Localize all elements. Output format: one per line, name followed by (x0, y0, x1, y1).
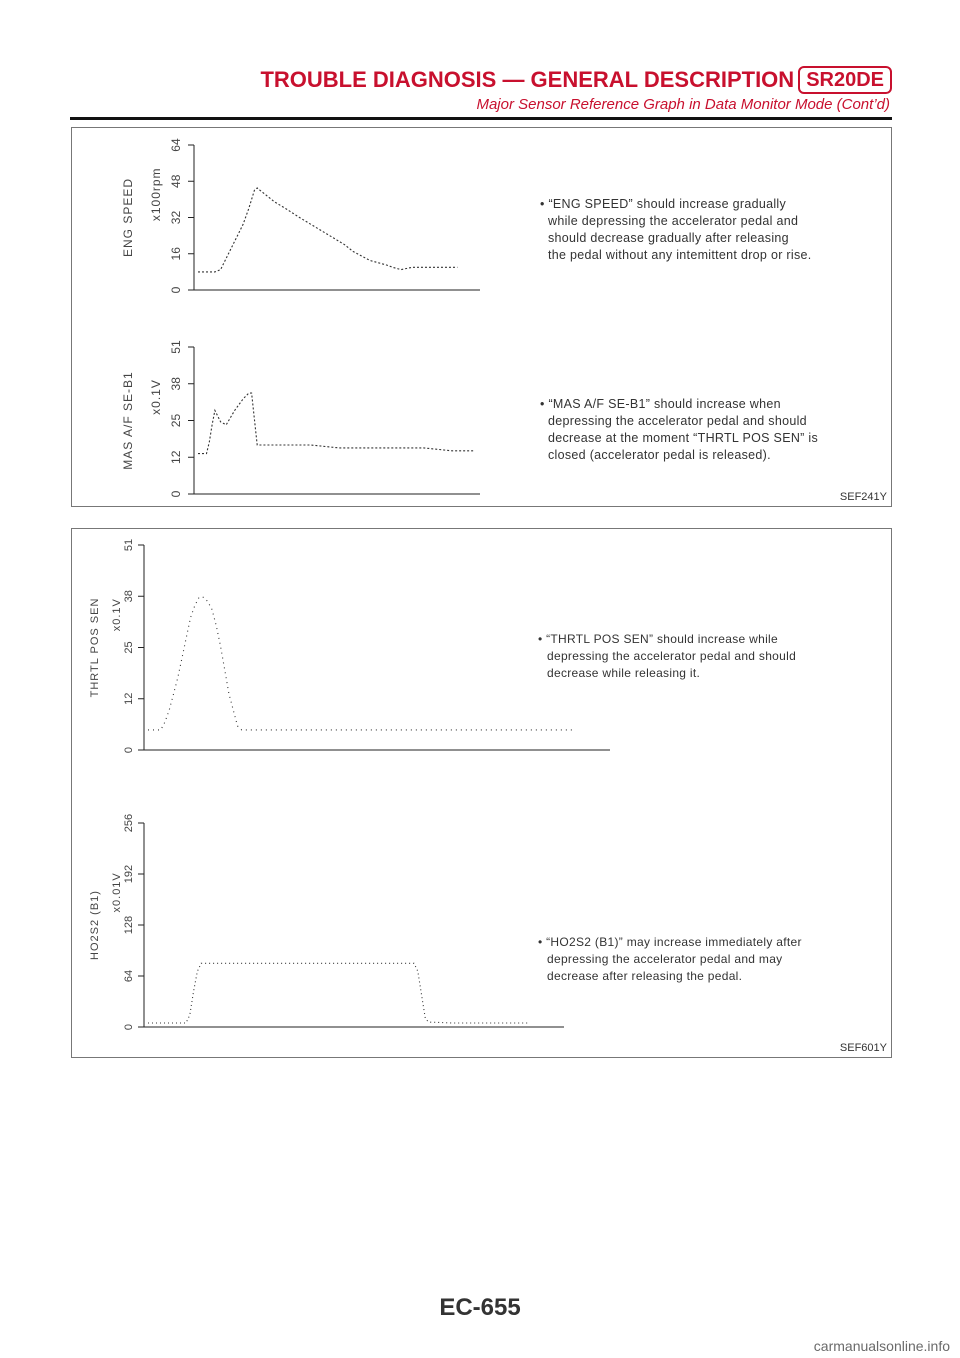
y-tick-label: 12 (169, 450, 183, 464)
figure-sef601y (71, 528, 892, 1058)
page-header-title (0, 66, 960, 94)
series-line (148, 597, 574, 730)
figure-sef241y (71, 127, 892, 507)
y-tick-label: 0 (169, 286, 183, 294)
y-axis-unit: x100rpm (149, 167, 163, 222)
y-axis-label: ENG SPEED (121, 177, 135, 258)
y-tick-label: 64 (169, 138, 183, 152)
engine-model-badge: SR20DE (798, 66, 892, 94)
page-number: EC-655 (439, 1294, 521, 1321)
y-tick-label: 0 (123, 746, 135, 754)
site-watermark: carmanualsonline.info (813, 1338, 950, 1354)
y-tick-label: 256 (123, 813, 135, 833)
y-tick-label: 128 (123, 915, 135, 935)
series-line (148, 963, 528, 1023)
y-tick-label: 25 (123, 641, 135, 654)
y-axis-unit: x0.1V (149, 379, 163, 415)
y-tick-label: 64 (123, 969, 135, 983)
y-tick-label: 192 (123, 864, 135, 884)
series-line (198, 188, 457, 272)
series-line (198, 393, 474, 454)
y-tick-label: 25 (169, 413, 183, 428)
y-axis-label: MAS A/F SE-B1 (121, 371, 135, 470)
y-tick-label: 51 (123, 538, 135, 552)
y-tick-label: 48 (169, 174, 183, 188)
eng-speed-description-line: the pedal without any intemittent drop or rise. (548, 248, 812, 262)
y-tick-label: 51 (169, 340, 183, 354)
page-header-subtitle: Major Sensor Reference Graph in Data Monitor Mode (Cont’d) (476, 96, 890, 113)
mas-af-description-line: decrease at the moment “THRTL POS SEN” is (548, 431, 819, 445)
eng-speed-description (540, 196, 812, 264)
ho2s2-description-line: decrease after releasing the pedal. (547, 969, 743, 983)
mas-af-description-line: • “MAS A/F SE-B1” should increase when (540, 397, 781, 411)
thrtl-pos-description (538, 631, 796, 682)
y-tick-label: 38 (123, 590, 135, 603)
figure-code: SEF601Y (839, 1042, 887, 1054)
y-axis-unit: x0.01V (111, 872, 123, 913)
mas-af-description (540, 396, 818, 464)
eng-speed-description-line: • “ENG SPEED” should increase gradually (540, 197, 787, 211)
ho2s2-description-line: depressing the accelerator pedal and may (547, 952, 783, 966)
ho2s2-description (538, 934, 802, 985)
y-axis-label: HO2S2 (B1) (89, 890, 101, 960)
eng-speed-description-line: while depressing the accelerator pedal and (548, 214, 799, 228)
ho2s2-description-line: • “HO2S2 (B1)” may increase immediately after (538, 935, 802, 949)
y-tick-label: 0 (169, 490, 183, 498)
eng-speed-description-line: should decrease gradually after releasing (548, 231, 789, 245)
figure-code: SEF241Y (839, 491, 887, 503)
thrtl-pos-description-line: • “THRTL POS SEN” should increase while (538, 632, 778, 646)
y-axis-label: THRTL POS SEN (89, 597, 101, 698)
header-title-text: TROUBLE DIAGNOSIS — GENERAL DESCRIPTION (260, 67, 795, 92)
thrtl-pos-description-line: depressing the accelerator pedal and should (547, 649, 797, 663)
mas-af-description-line: closed (accelerator pedal is released). (548, 448, 771, 462)
mas-af-description-line: depressing the accelerator pedal and should (548, 414, 807, 428)
y-tick-label: 16 (169, 247, 183, 261)
thrtl-pos-description-line: decrease while releasing it. (547, 666, 701, 680)
y-axis-unit: x0.1V (111, 598, 123, 632)
header-divider (70, 117, 892, 120)
y-tick-label: 12 (123, 692, 135, 705)
y-tick-label: 38 (169, 377, 183, 391)
y-tick-label: 32 (169, 210, 183, 225)
y-tick-label: 0 (123, 1023, 135, 1031)
